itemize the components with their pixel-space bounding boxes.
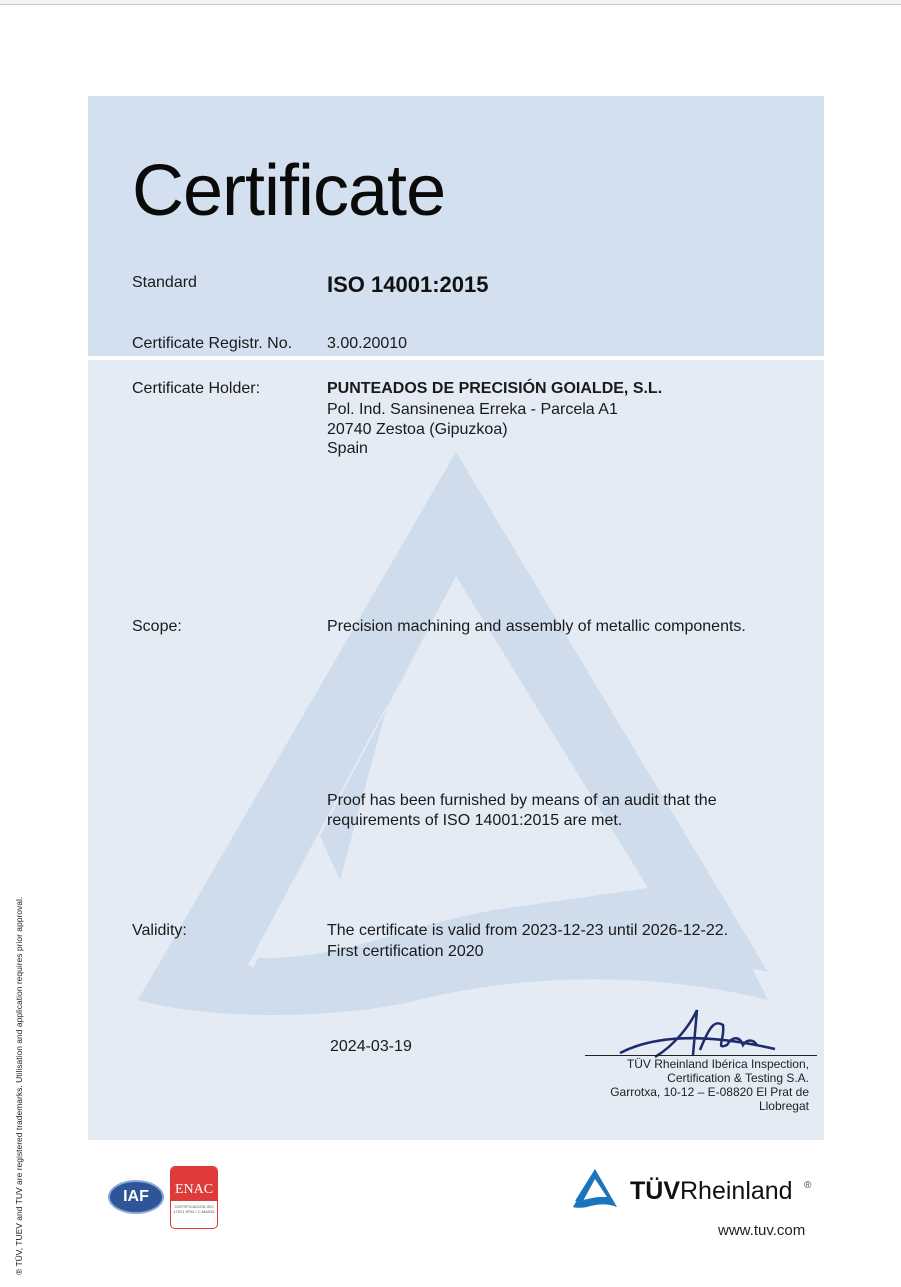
validity-text: The certificate is valid from 2023-12-23 until 2026-12-22. xyxy=(327,922,729,939)
issuer-line: Certification & Testing S.A. xyxy=(667,1071,809,1085)
issuer-block xyxy=(585,1057,809,1113)
certificate-title: Certificate xyxy=(132,151,446,231)
validity-label: Validity: xyxy=(132,922,187,939)
tuv-logo-icon xyxy=(571,1167,619,1209)
scope-value: Precision machining and assembly of metallic components. xyxy=(327,618,746,635)
holder-address-line: Spain xyxy=(327,440,368,457)
validity-text: First certification 2020 xyxy=(327,943,484,960)
enac-label: ENAC xyxy=(171,1167,217,1201)
holder-address-line: Pol. Ind. Sansinenea Erreka - Parcela A1 xyxy=(327,401,618,418)
iaf-label: IAF xyxy=(123,1188,149,1205)
enac-small-text: CERTIFICACIÓN ISO 17021 Nº04 / C-MA016 xyxy=(173,1204,215,1214)
registr-label: Certificate Registr. No. xyxy=(132,335,293,352)
standard-label: Standard xyxy=(132,274,197,291)
tuv-brand xyxy=(630,1177,793,1206)
standard-value: ISO 14001:2015 xyxy=(327,272,489,297)
enac-logo xyxy=(170,1166,218,1229)
proof-text: Proof has been furnished by means of an audit that the xyxy=(327,792,717,809)
top-border xyxy=(0,0,901,5)
registered-mark: ® xyxy=(804,1180,812,1191)
issuer-line: TÜV Rheinland Ibérica Inspection, xyxy=(626,1057,809,1071)
issue-date: 2024-03-19 xyxy=(330,1038,412,1055)
holder-address-line: 20740 Zestoa (Gipuzkoa) xyxy=(327,421,508,438)
holder-label: Certificate Holder: xyxy=(132,380,261,397)
tuv-brand-bold: TÜV xyxy=(630,1177,680,1205)
proof-text: requirements of ISO 14001:2015 are met. xyxy=(327,812,623,829)
tuv-brand-regular: Rheinland xyxy=(680,1177,793,1205)
scope-label: Scope: xyxy=(132,618,182,635)
registr-value: 3.00.20010 xyxy=(327,335,408,352)
issuer-line: Garrotxa, 10-12 – E-08820 El Prat de xyxy=(610,1085,809,1099)
issuer-line: Llobregat xyxy=(758,1099,809,1113)
signature-line xyxy=(585,1055,817,1056)
iaf-logo xyxy=(108,1180,164,1214)
trademark-note: ® TÜV, TUEV and TUV are registered trademarks. Utilisation and application requires prior approval. xyxy=(14,896,24,1275)
website-link[interactable]: www.tuv.com xyxy=(718,1222,806,1239)
signature-icon xyxy=(615,1005,785,1065)
holder-name: PUNTEADOS DE PRECISIÓN GOIALDE, S.L. xyxy=(327,380,663,397)
